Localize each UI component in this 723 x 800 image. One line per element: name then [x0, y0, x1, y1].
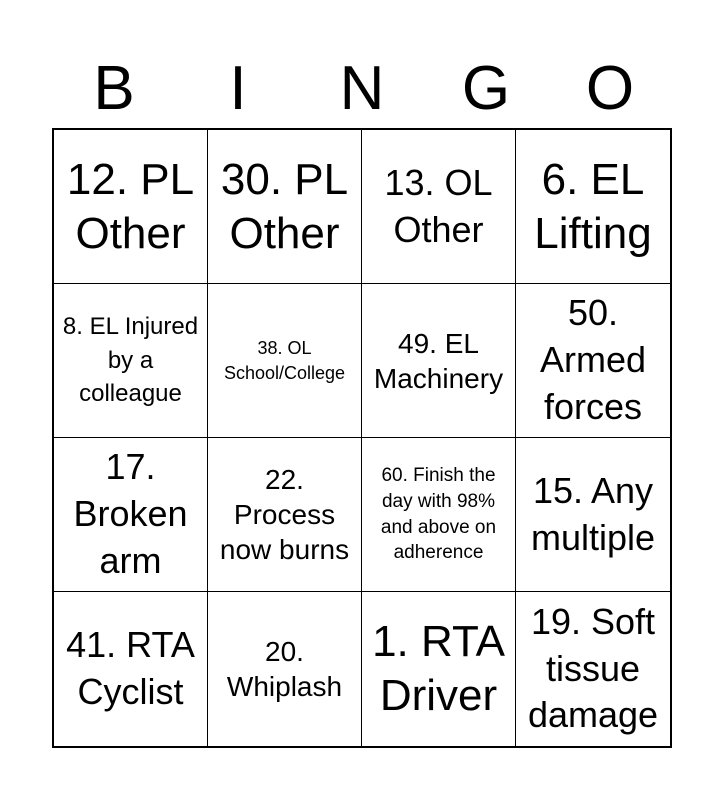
bingo-cell[interactable]: 6. EL Lifting	[516, 130, 670, 284]
bingo-cell[interactable]: 12. PL Other	[54, 130, 208, 284]
bingo-cell[interactable]: 20. Whiplash	[208, 592, 362, 746]
bingo-cell[interactable]: 13. OL Other	[362, 130, 516, 284]
bingo-cell[interactable]: 38. OL School/College	[208, 284, 362, 438]
bingo-cell[interactable]: 19. Soft tissue damage	[527, 600, 659, 736]
bingo-cell[interactable]: 17. Broken arm	[54, 438, 208, 592]
bingo-cell[interactable]: 1. RTA Driver	[362, 592, 516, 746]
bingo-cell[interactable]: 15. Any multiple	[516, 438, 670, 592]
bingo-header	[52, 52, 672, 126]
header-letter-o: O	[585, 54, 635, 123]
bingo-cell[interactable]: 8. EL Injured by a colleague	[54, 284, 208, 438]
bingo-cell[interactable]: 22. Process now burns	[208, 438, 362, 592]
header-letter-i: I	[229, 54, 247, 123]
bingo-cell[interactable]: 50. Armed forces	[516, 284, 670, 438]
header-letter-g: G	[461, 54, 511, 123]
header-letter-n: N	[339, 54, 385, 123]
bingo-cell[interactable]: 49. EL Machinery	[362, 284, 516, 438]
bingo-cell[interactable]: 60. Finish the day with 98% and above on adherence	[362, 438, 516, 592]
bingo-board	[52, 128, 672, 748]
header-letter-b: B	[93, 54, 135, 123]
bingo-cell[interactable]: 41. RTA Cyclist	[54, 592, 208, 746]
bingo-cell[interactable]: 30. PL Other	[208, 130, 362, 284]
